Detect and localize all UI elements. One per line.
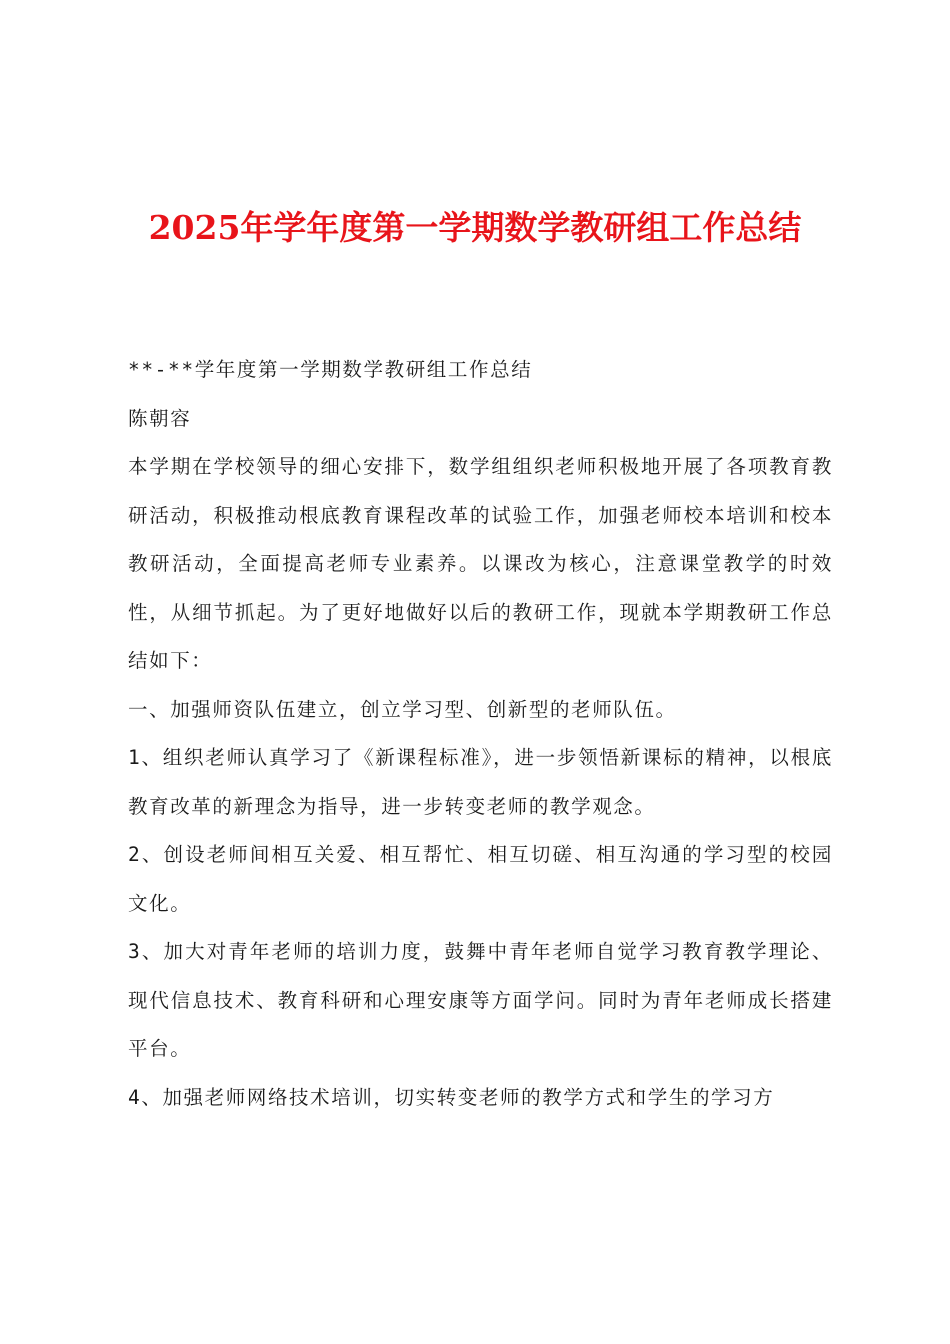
- subtitle-paragraph: **-**学年度第一学期数学教研组工作总结: [128, 358, 533, 381]
- author-paragraph: 陈朝容: [128, 406, 192, 430]
- list-item-4: 4、加强老师网络技术培训，切实转变老师的教学方式和学生的学习方: [128, 1085, 775, 1109]
- list-item-1: 1、组织老师认真学习了《新课程标准》，进一步领悟新课标的精神，以根底教育改革的新理念为指导，进一步转变老师的教学观念。: [128, 746, 833, 818]
- section-heading-1: 一、加强师资队伍建立，创立学习型、创新型的老师队伍。: [128, 697, 677, 721]
- list-item-2: 2、创设老师间相互关爱、相互帮忙、相互切磋、相互沟通的学习型的校园文化。: [128, 843, 833, 915]
- list-item-3: 3、加大对青年老师的培训力度，鼓舞中青年老师自觉学习教育教学理论、现代信息技术、教育科研和心理安康等方面学问。同时为青年老师成长搭建平台。: [128, 940, 833, 1060]
- document-title: 2025年学年度第一学期数学教研组工作总结: [148, 208, 802, 247]
- intro-paragraph: 本学期在学校领导的细心安排下，数学组组织老师积极地开展了各项教育教研活动，积极推动根底教育课程改革的试验工作，加强老师校本培训和校本教研活动，全面提高老师专业素养。以课改为核心，注意课堂教学的时效性，从细节抓起。为了更好地做好以后的教研工作，现就本学期教研工作总结如下：: [128, 455, 833, 672]
- document-body: [128, 346, 833, 1122]
